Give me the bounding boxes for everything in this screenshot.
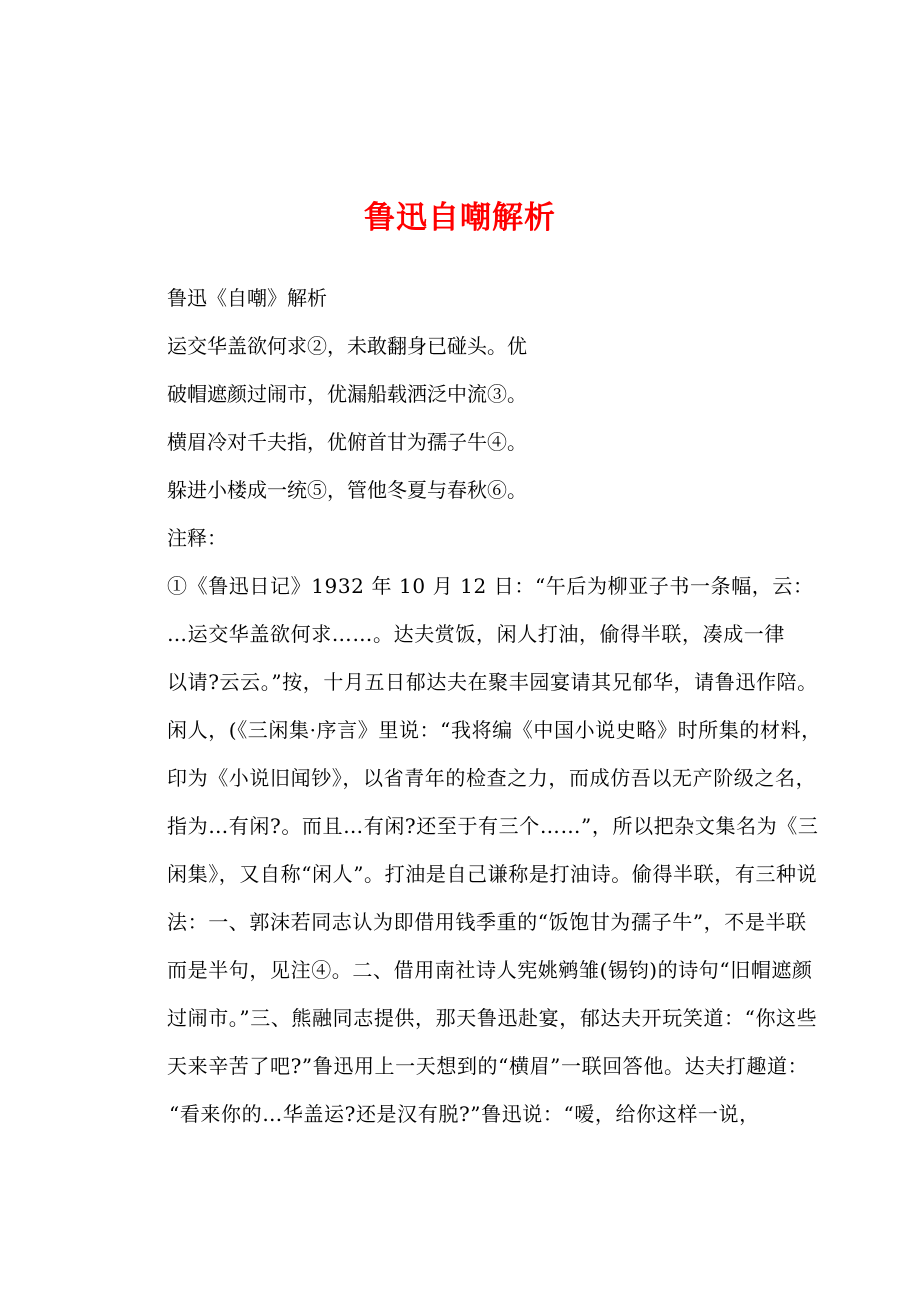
note-line: …运交华盖欲何求……。达夫赏饭，闲人打油，偷得半联，凑成一律 bbox=[167, 622, 785, 646]
note-line: 闲集》，又自称“闲人”。打油是自己谦称是打油诗。偷得半联，有三种说 bbox=[167, 862, 818, 886]
note-line: ①《鲁迅日记》1932 年 10 月 12 日：“午后为柳亚子书一条幅，云： bbox=[167, 574, 814, 598]
note-line: “看来你的…华盖运?还是汉有脱?”鲁迅说：“嗳，给你这样一说， bbox=[169, 1102, 760, 1126]
note-line: 过闹市。”三、熊融同志提供，那天鲁迅赴宴，郁达夫开玩笑道：“你这些 bbox=[167, 1006, 818, 1030]
note-line: 以请?云云。”按，十月五日郁达夫在聚丰园宴请其兄郁华，请鲁迅作陪。 bbox=[167, 670, 818, 694]
note-line: 天来辛苦了吧?”鲁迅用上一天想到的“横眉”一联回答他。达夫打趣道： bbox=[167, 1054, 809, 1078]
note-line: 法：一、郭沫若同志认为即借用钱季重的“饭饱甘为孺子牛”，不是半联 bbox=[167, 910, 807, 934]
note-line: 指为…有闲?。而且…有闲?还至于有三个……”，所以把杂文集名为《三 bbox=[167, 814, 819, 838]
poem-line-3: 横眉冷对千夫指，优俯首甘为孺子牛④。 bbox=[167, 430, 527, 454]
poem-line-2: 破帽遮颜过闹市，优漏船载洒泛中流③。 bbox=[167, 382, 527, 406]
note-paragraph bbox=[167, 562, 823, 1138]
note-line: 而是半句，见注④。二、借用南社诗人宪姚鹓雏(锡钧)的诗句“旧帽遮颜 bbox=[167, 958, 813, 982]
document-title: 鲁迅自嘲解析 bbox=[364, 200, 556, 236]
poem-line-4: 躲进小楼成一统⑤，管他冬夏与春秋⑥。 bbox=[167, 478, 527, 502]
subtitle: 鲁迅《自嘲》解析 bbox=[167, 286, 327, 310]
notes-heading: 注释： bbox=[167, 526, 227, 550]
poem-line-1: 运交华盖欲何求②，未敢翻身已碰头。优 bbox=[167, 334, 527, 358]
note-line: 闲人，(《三闲集·序言》里说：“我将编《中国小说史略》时所集的材料， bbox=[167, 718, 822, 742]
note-line: 印为《小说旧闻钞》，以省青年的检查之力，而成仿吾以无产阶级之名， bbox=[167, 766, 817, 790]
